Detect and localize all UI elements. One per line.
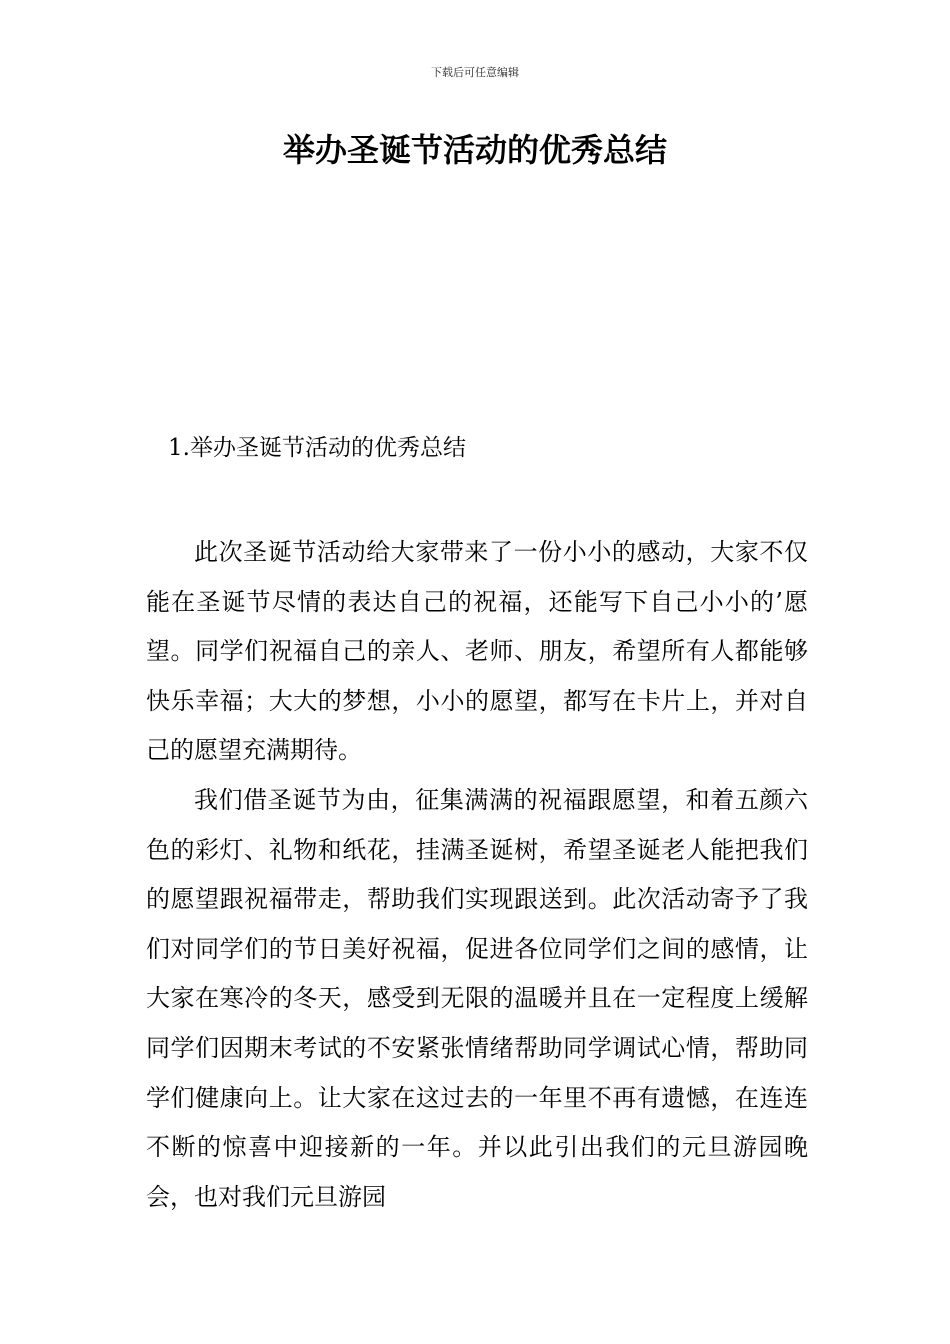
paragraph-2: 我们借圣诞节为由，征集满满的祝福跟愿望，和着五颜六色的彩灯、礼物和纸花，挂满圣诞树，希望圣诞老人能把我们的愿望跟祝福带走，帮助我们实现跟送到。此次活动寄予了我们对同学们的节日美好祝福，促进各位同学们之间的感情，让大家在寒冷的冬天，感受到无限的温暖并且在一定程度上缓解同学们因期末考试的不安紧张情绪帮助同学调试心情，帮助同学们健康向上。让大家在这过去的一年里不再有遗憾，在连连不断的惊喜中迎接新的一年。并以此引出我们的元旦游园晚会，也对我们元旦游园: [146, 785, 808, 1211]
section-heading: 1.举办圣诞节活动的优秀总结: [168, 435, 466, 461]
header-note: 下载后可任意编辑: [431, 66, 519, 79]
document-body: [146, 528, 808, 1222]
paragraph-1: 此次圣诞节活动给大家带来了一份小小的感动，大家不仅能在圣诞节尽情的表达自己的祝福，还能写下自己小小的’愿望。同学们祝福自己的亲人、老师、朋友，希望所有人都能够快乐幸福；大大的梦想，小小的愿望，都写在卡片上，并对自己的愿望充满期待。: [146, 538, 808, 765]
document-title: 举办圣诞节活动的优秀总结: [282, 131, 667, 169]
